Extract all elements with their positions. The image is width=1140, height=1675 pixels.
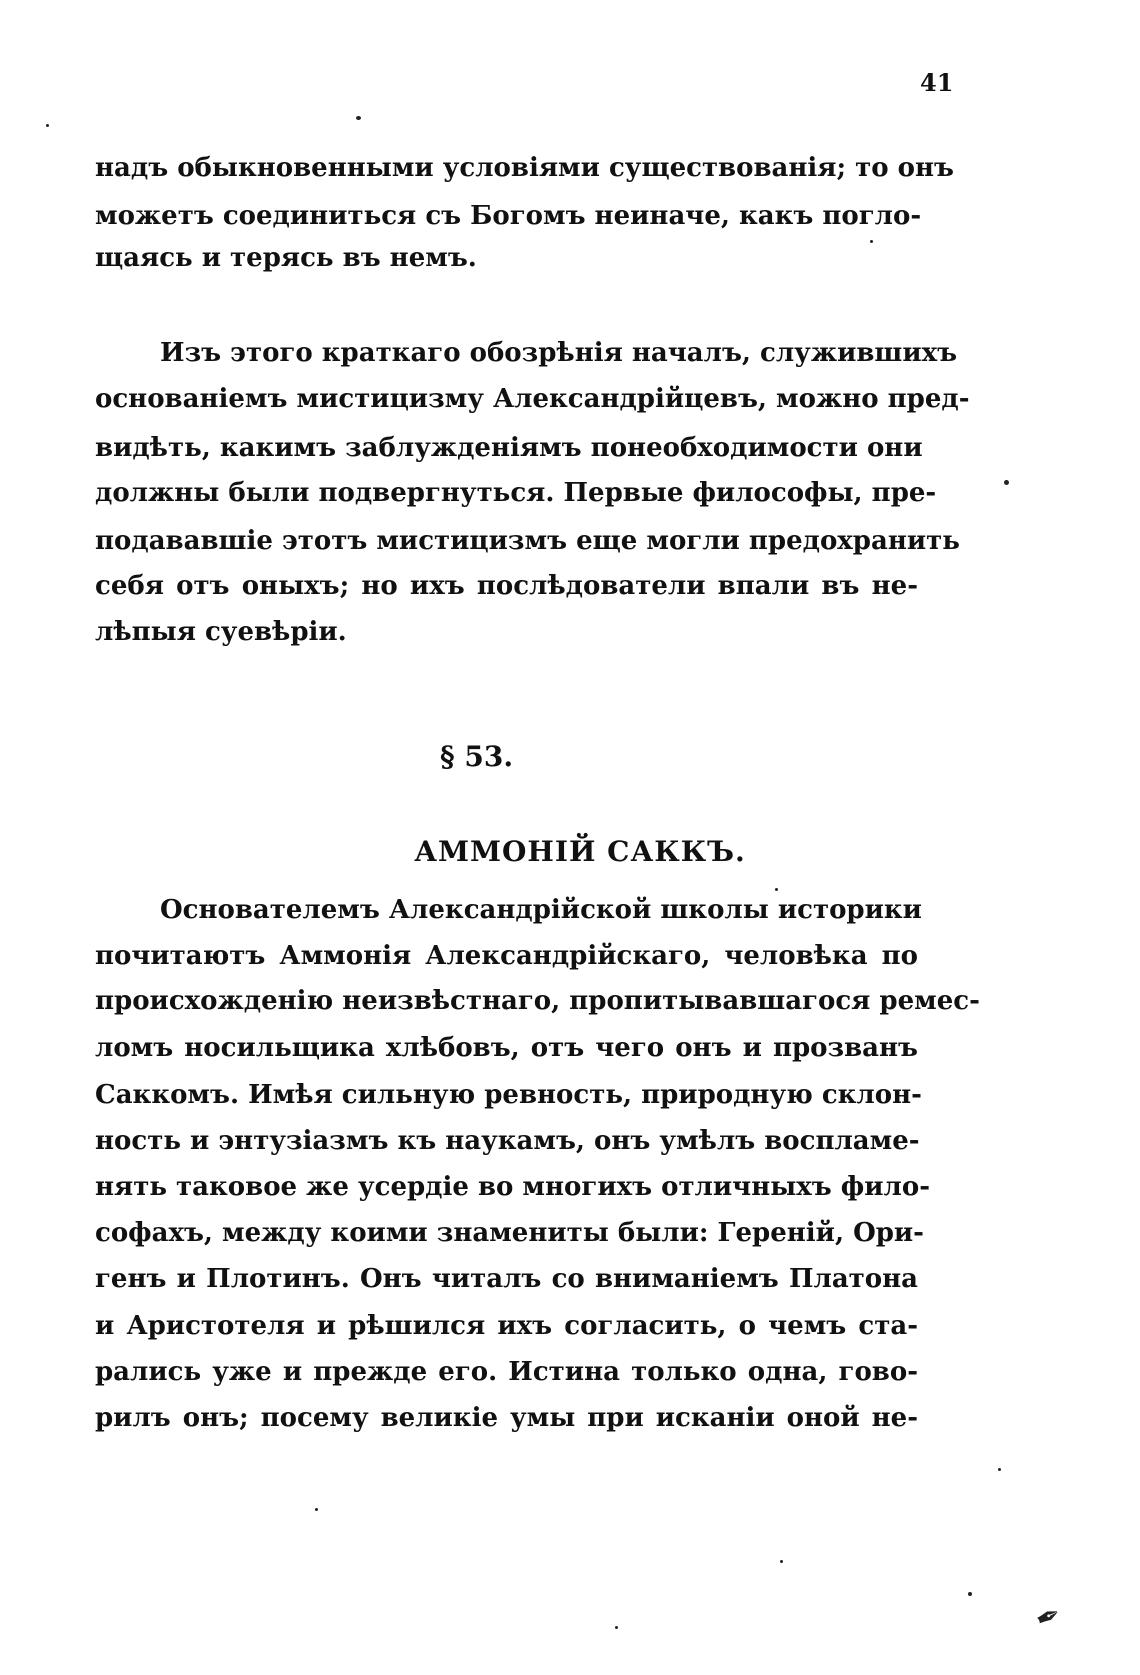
scan-speck: [968, 1592, 972, 1596]
text-line: [0, 1080, 1140, 1110]
text-line: [0, 526, 1140, 556]
text-line: [0, 433, 1140, 463]
text-line-content: происхожденію неизвѣстнаго, пропитывавшагося ремес-: [95, 986, 980, 1016]
scan-speck: [775, 888, 778, 891]
text-line-content: генъ и Плотинъ. Онъ читалъ со вниманіемъ Платона: [95, 1264, 918, 1294]
scan-speck: [998, 1468, 1001, 1471]
scan-speck: [315, 1508, 318, 1511]
text-line-content: щаясь и терясь въ немъ.: [95, 243, 477, 273]
text-line: [0, 1033, 1140, 1063]
text-line: [0, 1403, 1140, 1433]
scan-speck: [356, 116, 361, 120]
text-line-content: основаніемъ мистицизму Александрійцевъ, можно пред-: [95, 384, 970, 414]
text-line-content: должны были подвергнуться. Первые философы, пре-: [95, 478, 937, 508]
text-line: [0, 1264, 1140, 1294]
scan-speck: [870, 240, 873, 243]
text-line: [0, 986, 1140, 1016]
scan-speck: [1004, 480, 1009, 485]
text-line-content: и Аристотеля и рѣшился ихъ согласить, о чемъ ста-: [95, 1311, 918, 1341]
text-line-content: можетъ соединиться съ Богомъ неиначе, какъ погло-: [95, 201, 922, 231]
text-line-content: рались уже и прежде его. Истина только одна, гово-: [95, 1357, 918, 1387]
text-line-content: ломъ носильщика хлѣбовъ, отъ чего онъ и прозванъ: [95, 1033, 918, 1063]
text-line: [0, 1126, 1140, 1156]
text-line: [0, 478, 1140, 508]
text-line: [0, 941, 1140, 971]
text-line: [0, 1311, 1140, 1341]
text-line: [0, 571, 1140, 601]
text-line: [0, 617, 1140, 647]
text-line: [0, 243, 1140, 273]
section-number: § 53.: [440, 740, 514, 773]
text-line-content: рилъ онъ; посему великіе умы при исканіи оной не-: [95, 1403, 918, 1433]
text-line-content: Основателемъ Александрійской школы историки: [160, 895, 922, 925]
text-line: [0, 338, 1140, 368]
text-line-content: подававшіе этотъ мистицизмъ еще могли предохранить: [95, 526, 960, 556]
text-line: [0, 201, 1140, 231]
text-line: [0, 1172, 1140, 1202]
ink-mark-icon: ✒: [1029, 1596, 1068, 1639]
text-line-content: себя отъ оныхъ; но ихъ послѣдователи впали въ не-: [95, 571, 918, 601]
section-heading: АММОНІЙ САККЪ.: [414, 835, 746, 868]
text-line: [0, 895, 1140, 925]
page-number: 41: [920, 68, 954, 97]
text-line-content: видѣть, какимъ заблужденіямъ понеобходимости они: [95, 433, 923, 463]
text-line: [0, 153, 1140, 183]
text-line-content: надъ обыкновенными условіями существованія; то онъ: [95, 153, 954, 183]
text-line-content: Изъ этого краткаго обозрѣнія началъ, служившихъ: [160, 338, 958, 368]
text-line-content: софахъ, между коими знамениты были: Гереній, Ори-: [95, 1218, 924, 1248]
text-line-content: лѣпыя суевѣріи.: [95, 617, 347, 647]
scan-speck: [615, 1626, 618, 1629]
text-line-content: ность и энтузіазмъ къ наукамъ, онъ умѣлъ воспламе-: [95, 1126, 920, 1156]
text-line: [0, 384, 1140, 414]
text-line: [0, 1218, 1140, 1248]
text-line-content: Саккомъ. Имѣя сильную ревность, природную склон-: [95, 1080, 922, 1110]
scan-speck: [46, 124, 49, 127]
text-line-content: нять таковое же усердіе во многихъ отличныхъ фило-: [95, 1172, 930, 1202]
scan-speck: [780, 1560, 783, 1563]
text-line-content: почитаютъ Аммонія Александрійскаго, человѣка по: [95, 941, 918, 971]
text-line: [0, 1357, 1140, 1387]
